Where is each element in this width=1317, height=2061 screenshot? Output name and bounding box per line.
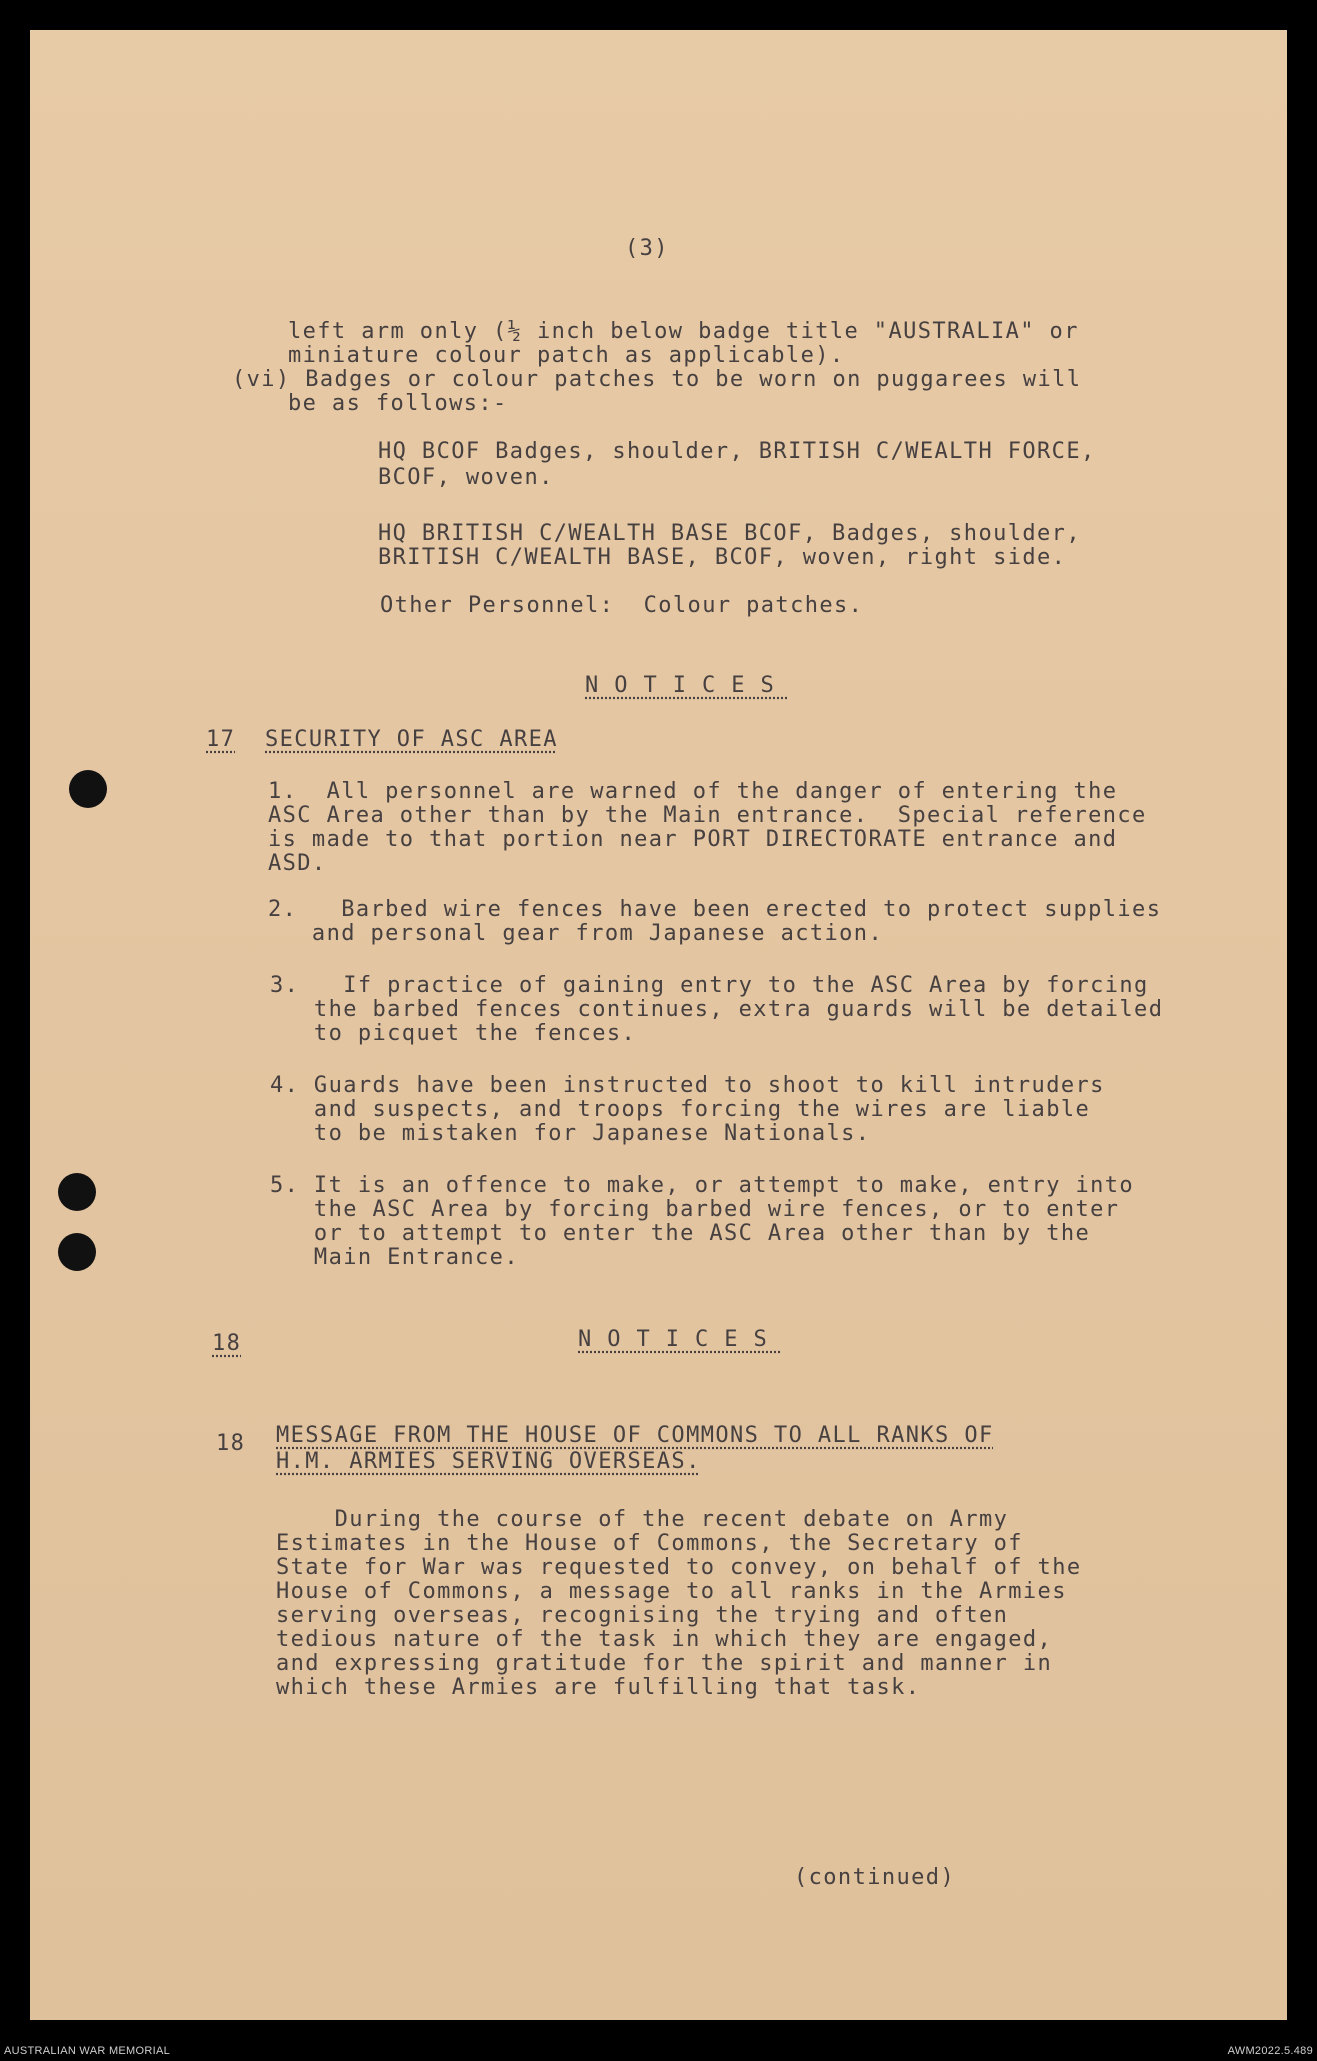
section-number: 18 [216, 1431, 246, 1456]
subpara-vi: (vi) Badges or colour patches to be worn on puggarees will [232, 367, 1082, 392]
paragraph-line: 5. It is an offence to make, or attempt to make, entry into [270, 1173, 1135, 1198]
paragraph-line: 2. Barbed wire fences have been erected to protect supplies [268, 897, 1162, 922]
paragraph-line: and suspects, and troops forcing the wires are liable [270, 1097, 1091, 1122]
paragraph-line: is made to that portion near PORT DIRECTORATE entrance and [268, 827, 1118, 852]
paragraph-line: and expressing gratitude for the spirit and manner in [276, 1651, 1053, 1676]
paragraph-line: ASD. [268, 851, 327, 876]
footer-id: AWM2022.5.489 [1227, 2045, 1313, 2057]
section-number: 17 [206, 727, 236, 752]
paragraph-line: to picquet the fences. [270, 1021, 637, 1046]
badge-entry: HQ BRITISH C/WEALTH BASE BCOF, Badges, shoulder, [378, 521, 1081, 546]
continued-note: (continued) [794, 1865, 956, 1890]
badge-entry: HQ BCOF Badges, shoulder, BRITISH C/WEALTH FORCE, [378, 439, 1096, 464]
section-title: SECURITY OF ASC AREA [265, 727, 558, 752]
paragraph-line: tedious nature of the task in which they are engaged, [276, 1627, 1053, 1652]
paragraph-line: and personal gear from Japanese action. [268, 921, 884, 946]
page-number: (3) [625, 236, 669, 261]
paragraph-line: 3. If practice of gaining entry to the ASC Area by forcing [270, 973, 1149, 998]
paragraph-line: During the course of the recent debate on Army [276, 1507, 1009, 1532]
punch-hole [58, 1233, 96, 1271]
paragraph-line: 1. All personnel are warned of the danger of entering the [268, 779, 1118, 804]
notices-heading: NOTICES [585, 673, 790, 698]
badge-entry: BCOF, woven. [378, 465, 554, 490]
subpara-vi: be as follows:- [288, 391, 508, 416]
paragraph-line: Estimates in the House of Commons, the Secretary of [276, 1531, 1023, 1556]
paragraph-line: ASC Area other than by the Main entrance. Special reference [268, 803, 1147, 828]
badge-entry: BRITISH C/WEALTH BASE, BCOF, woven, right side. [378, 545, 1067, 570]
opening-line: left arm only (½ inch below badge title "AUSTRALIA" or [288, 319, 1079, 344]
paragraph-line: or to attempt to enter the ASC Area other than by the [270, 1221, 1091, 1246]
footer-credit: AUSTRALIAN WAR MEMORIAL [4, 2045, 171, 2057]
punch-hole [58, 1173, 96, 1211]
section-title: H.M. ARMIES SERVING OVERSEAS. [276, 1449, 701, 1474]
paragraph-line: serving overseas, recognising the trying and often [276, 1603, 1009, 1628]
opening-line: miniature colour patch as applicable). [288, 343, 845, 368]
paragraph-line: to be mistaken for Japanese Nationals. [270, 1121, 871, 1146]
paragraph-line: which these Armies are fulfilling that task. [276, 1675, 921, 1700]
paragraph-line: the barbed fences continues, extra guards will be detailed [270, 997, 1164, 1022]
paragraph-line: the ASC Area by forcing barbed wire fences, or to enter [270, 1197, 1120, 1222]
punch-hole [69, 770, 107, 808]
paragraph-line: Main Entrance. [270, 1245, 519, 1270]
paragraph-line: 4. Guards have been instructed to shoot to kill intruders [270, 1073, 1105, 1098]
section-title: MESSAGE FROM THE HOUSE OF COMMONS TO ALL RANKS OF [276, 1423, 994, 1448]
notices-heading: NOTICES [578, 1327, 783, 1352]
margin-mark: 18 [212, 1331, 242, 1356]
badge-entry: Other Personnel: Colour patches. [380, 593, 864, 618]
paragraph-line: House of Commons, a message to all ranks in the Armies [276, 1579, 1067, 1604]
paragraph-line: State for War was requested to convey, on behalf of the [276, 1555, 1082, 1580]
